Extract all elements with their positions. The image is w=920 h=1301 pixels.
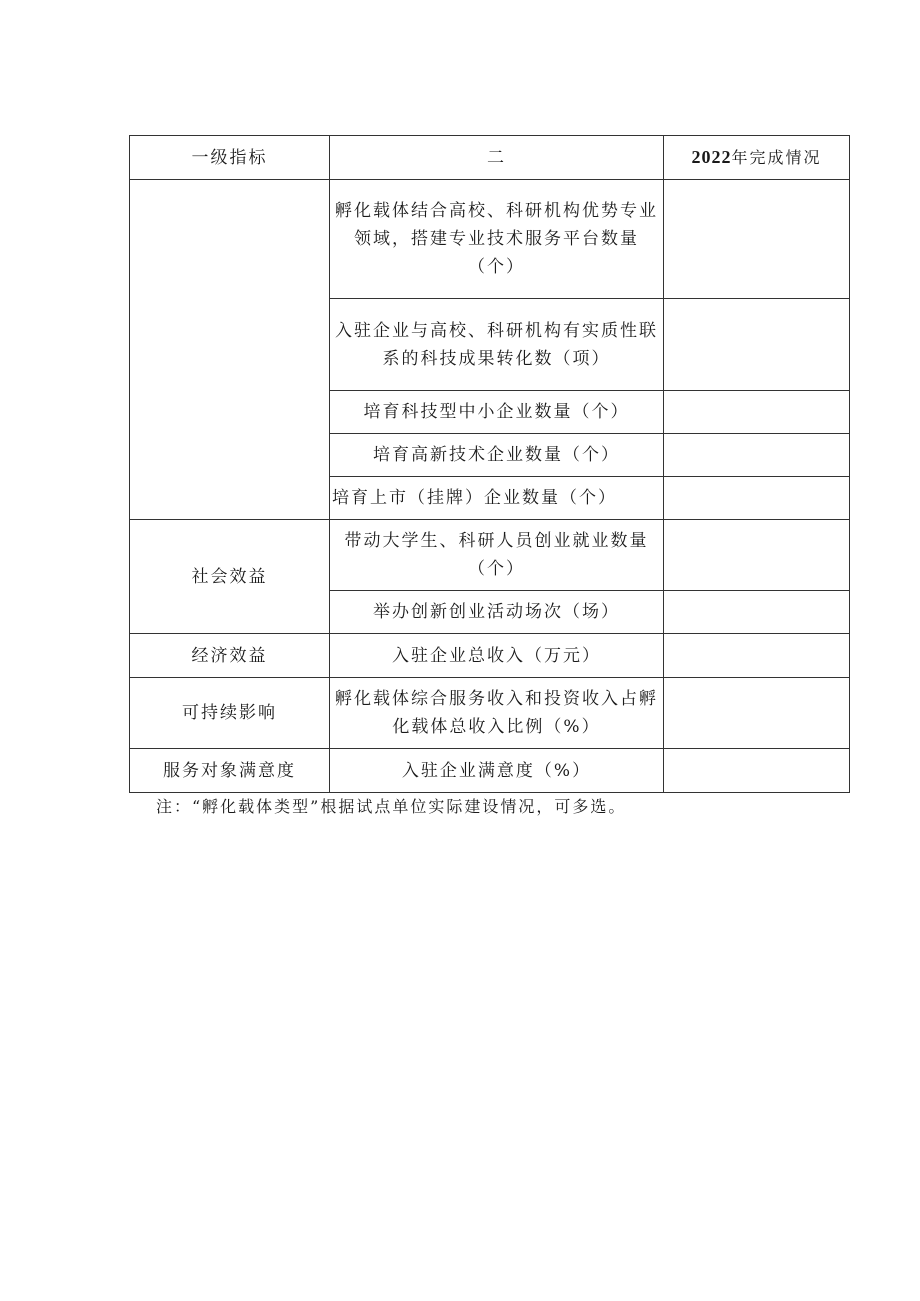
value-cell	[664, 180, 850, 299]
value-cell	[664, 434, 850, 477]
table-row	[130, 749, 850, 793]
value-cell	[664, 634, 850, 678]
table-row	[130, 678, 850, 749]
level1-cell-social-benefit: 社会效益	[130, 520, 330, 634]
header-completion-2022	[664, 136, 850, 180]
level2-cell: 带动大学生、科研人员创业就业数量（个）	[330, 520, 664, 591]
value-cell	[664, 520, 850, 591]
value-cell	[664, 477, 850, 520]
indicator-table	[129, 135, 850, 793]
table-header-row	[130, 136, 850, 180]
value-cell	[664, 678, 850, 749]
level1-cell-satisfaction: 服务对象满意度	[130, 749, 330, 793]
level2-cell: 入驻企业与高校、科研机构有实质性联系的科技成果转化数（项）	[330, 299, 664, 391]
table-row	[130, 520, 850, 591]
level2-cell: 孵化载体综合服务收入和投资收入占孵化载体总收入比例（%）	[330, 678, 664, 749]
header-year-suffix: 年完成情况	[731, 148, 822, 167]
value-cell	[664, 391, 850, 434]
header-year: 2022	[691, 147, 732, 167]
header-level1-indicator: 一级指标	[130, 136, 330, 180]
header-level2-indicator: 二	[330, 136, 664, 180]
value-cell	[664, 591, 850, 634]
value-cell	[664, 299, 850, 391]
level2-cell: 培育科技型中小企业数量（个）	[330, 391, 664, 434]
level2-cell: 入驻企业总收入（万元）	[330, 634, 664, 678]
level1-cell-empty	[130, 180, 330, 520]
level1-cell-economic-benefit: 经济效益	[130, 634, 330, 678]
footnote: 注：“孵化载体类型”根据试点单位实际建设情况，可多选。	[156, 797, 627, 816]
level2-cell: 孵化载体结合高校、科研机构优势专业领域，搭建专业技术服务平台数量（个）	[330, 180, 664, 299]
level2-cell: 培育高新技术企业数量（个）	[330, 434, 664, 477]
level2-cell: 入驻企业满意度（%）	[330, 749, 664, 793]
table-row	[130, 180, 850, 299]
level2-cell: 举办创新创业活动场次（场）	[330, 591, 664, 634]
table-row	[130, 634, 850, 678]
level1-cell-sustainable-impact: 可持续影响	[130, 678, 330, 749]
value-cell	[664, 749, 850, 793]
level2-cell: 培育上市（挂牌）企业数量（个）	[330, 477, 664, 520]
